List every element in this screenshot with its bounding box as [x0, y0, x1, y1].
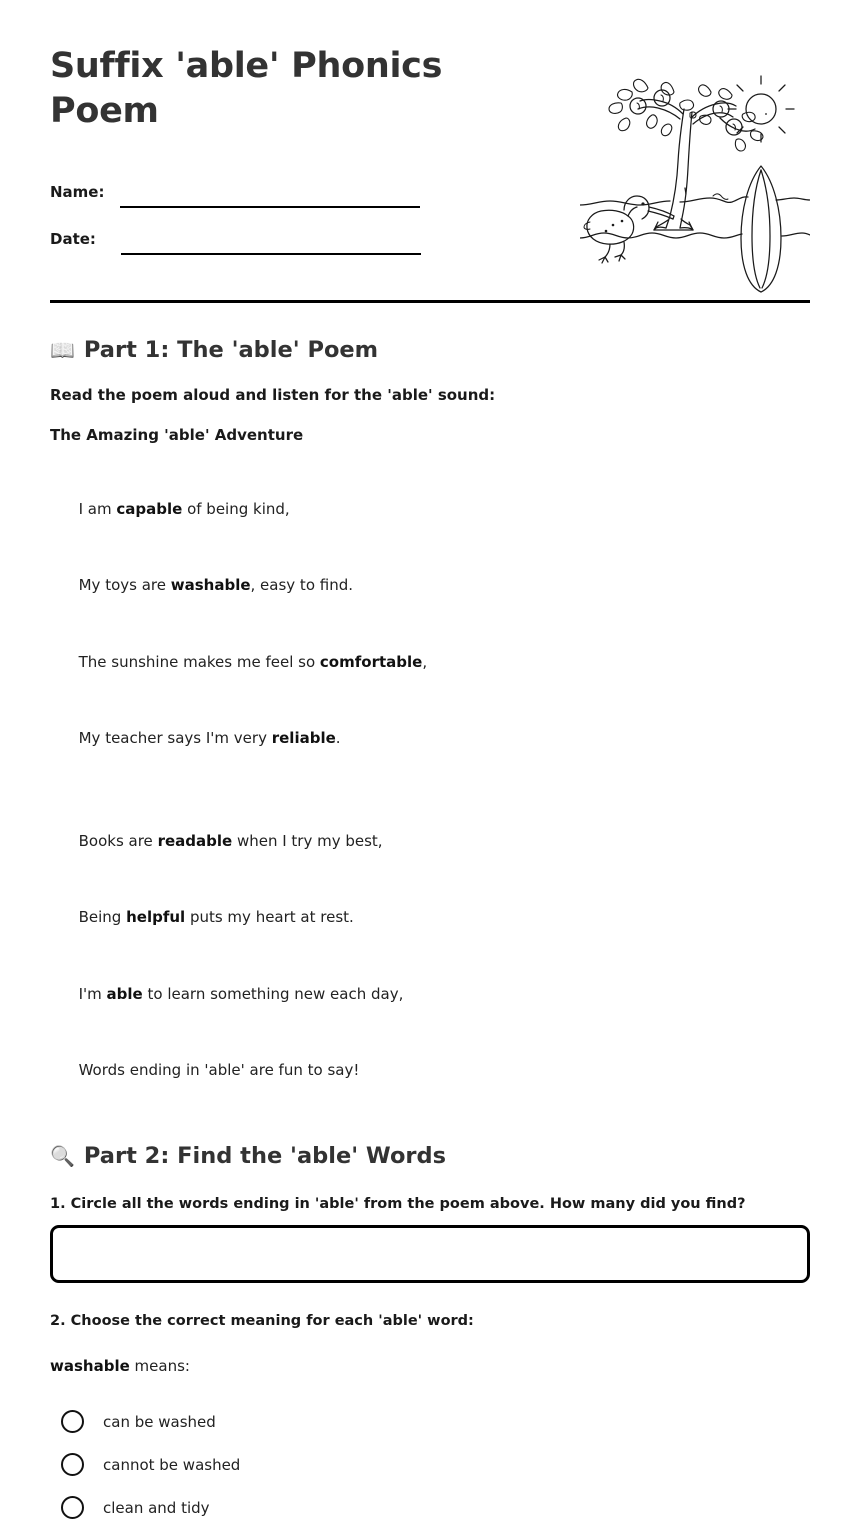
page-title: Suffix 'able' Phonics Poem	[50, 46, 443, 131]
option-row[interactable]	[50, 1443, 810, 1486]
poem-line-pre: Being	[78, 908, 127, 926]
header-divider	[50, 300, 810, 303]
option-label: cannot be washed	[103, 1455, 241, 1474]
word-prompt	[50, 1357, 810, 1375]
question-2: 2. Choose the correct meaning for each 'able' word:	[50, 1313, 474, 1329]
beach-scene-illustration	[580, 70, 810, 295]
poem-title: The Amazing 'able' Adventure	[50, 426, 304, 444]
option-row[interactable]	[50, 1486, 810, 1529]
poem-line	[50, 880, 810, 957]
poem-line-post: when I try my best,	[232, 831, 383, 850]
poem-line-post: of being kind,	[182, 499, 290, 518]
word-prompt-word: washable	[50, 1357, 130, 1375]
sun-icon	[728, 76, 794, 142]
date-field-row	[50, 215, 470, 255]
poem-keyword: capable	[116, 499, 183, 518]
tree-fruits	[630, 90, 742, 135]
answer-box-1[interactable]	[50, 1225, 810, 1283]
poem-line-post: ,	[422, 652, 428, 671]
open-book-icon: 📖	[50, 338, 75, 362]
question-1: 1. Circle all the words ending in 'able' from the poem above. How many did you find?	[50, 1196, 746, 1212]
part2-heading-text: Part 2: Find the 'able' Words	[83, 1143, 446, 1169]
tree-leaves	[609, 79, 763, 151]
student-info-block	[50, 168, 470, 255]
poem-line-post: .	[335, 729, 341, 747]
part1-heading-text: Part 1: The 'able' Poem	[83, 337, 379, 363]
radio-button-icon[interactable]	[61, 1496, 84, 1519]
poem-keyword: washable	[170, 576, 251, 594]
name-field-row	[50, 168, 470, 208]
answer-options-list	[50, 1400, 810, 1529]
poem-line-post: , easy to find.	[250, 576, 354, 594]
name-label: Name:	[50, 182, 105, 201]
part2-heading	[50, 1143, 810, 1170]
part1-instruction: Read the poem aloud and listen for the 'able' sound:	[50, 386, 496, 404]
poem-line-pre: I am	[78, 499, 117, 518]
poem-line	[50, 1033, 810, 1110]
poem-line	[50, 803, 810, 880]
radio-button-icon[interactable]	[61, 1410, 84, 1433]
poem-line-pre: Books are	[78, 831, 158, 850]
poem-line	[50, 701, 810, 778]
poem-keyword: comfortable	[319, 652, 423, 671]
option-label: can be washed	[103, 1412, 216, 1431]
poem-line-post: puts my heart at rest.	[185, 908, 354, 926]
poem-line-post: to learn something new each day,	[142, 984, 404, 1003]
name-input-line[interactable]	[120, 206, 420, 208]
poem-keyword: reliable	[271, 729, 336, 747]
poem-stanza-2	[50, 803, 810, 1109]
poem-line-pre: Words ending in 'able' are fun to say!	[78, 1061, 360, 1079]
magnifying-glass-icon: 🔍	[50, 1144, 75, 1168]
worksheet-header	[50, 0, 810, 290]
date-label: Date:	[50, 229, 96, 248]
poem-line	[50, 471, 810, 548]
surfboard-icon	[741, 166, 781, 292]
poem-line	[50, 956, 810, 1033]
word-prompt-rest: means:	[129, 1357, 190, 1375]
poem-line-pre: My toys are	[78, 576, 171, 594]
poem-line-pre: The sunshine makes me feel so	[78, 652, 320, 671]
tree-trunk	[654, 109, 693, 230]
poem-stanza-1	[50, 471, 810, 777]
date-input-line[interactable]	[121, 253, 421, 255]
poem-line-pre: I'm	[78, 984, 107, 1003]
part1-heading	[50, 337, 810, 364]
radio-button-icon[interactable]	[61, 1453, 84, 1476]
ground-waves	[580, 194, 810, 238]
poem-line	[50, 548, 810, 625]
option-label: clean and tidy	[103, 1498, 210, 1517]
poem-keyword: helpful	[126, 908, 186, 926]
poem-keyword: readable	[157, 831, 233, 850]
option-row[interactable]	[50, 1400, 810, 1443]
poem-line	[50, 624, 810, 701]
poem-keyword: able	[106, 984, 143, 1003]
poem-line-pre: My teacher says I'm very	[78, 729, 272, 747]
